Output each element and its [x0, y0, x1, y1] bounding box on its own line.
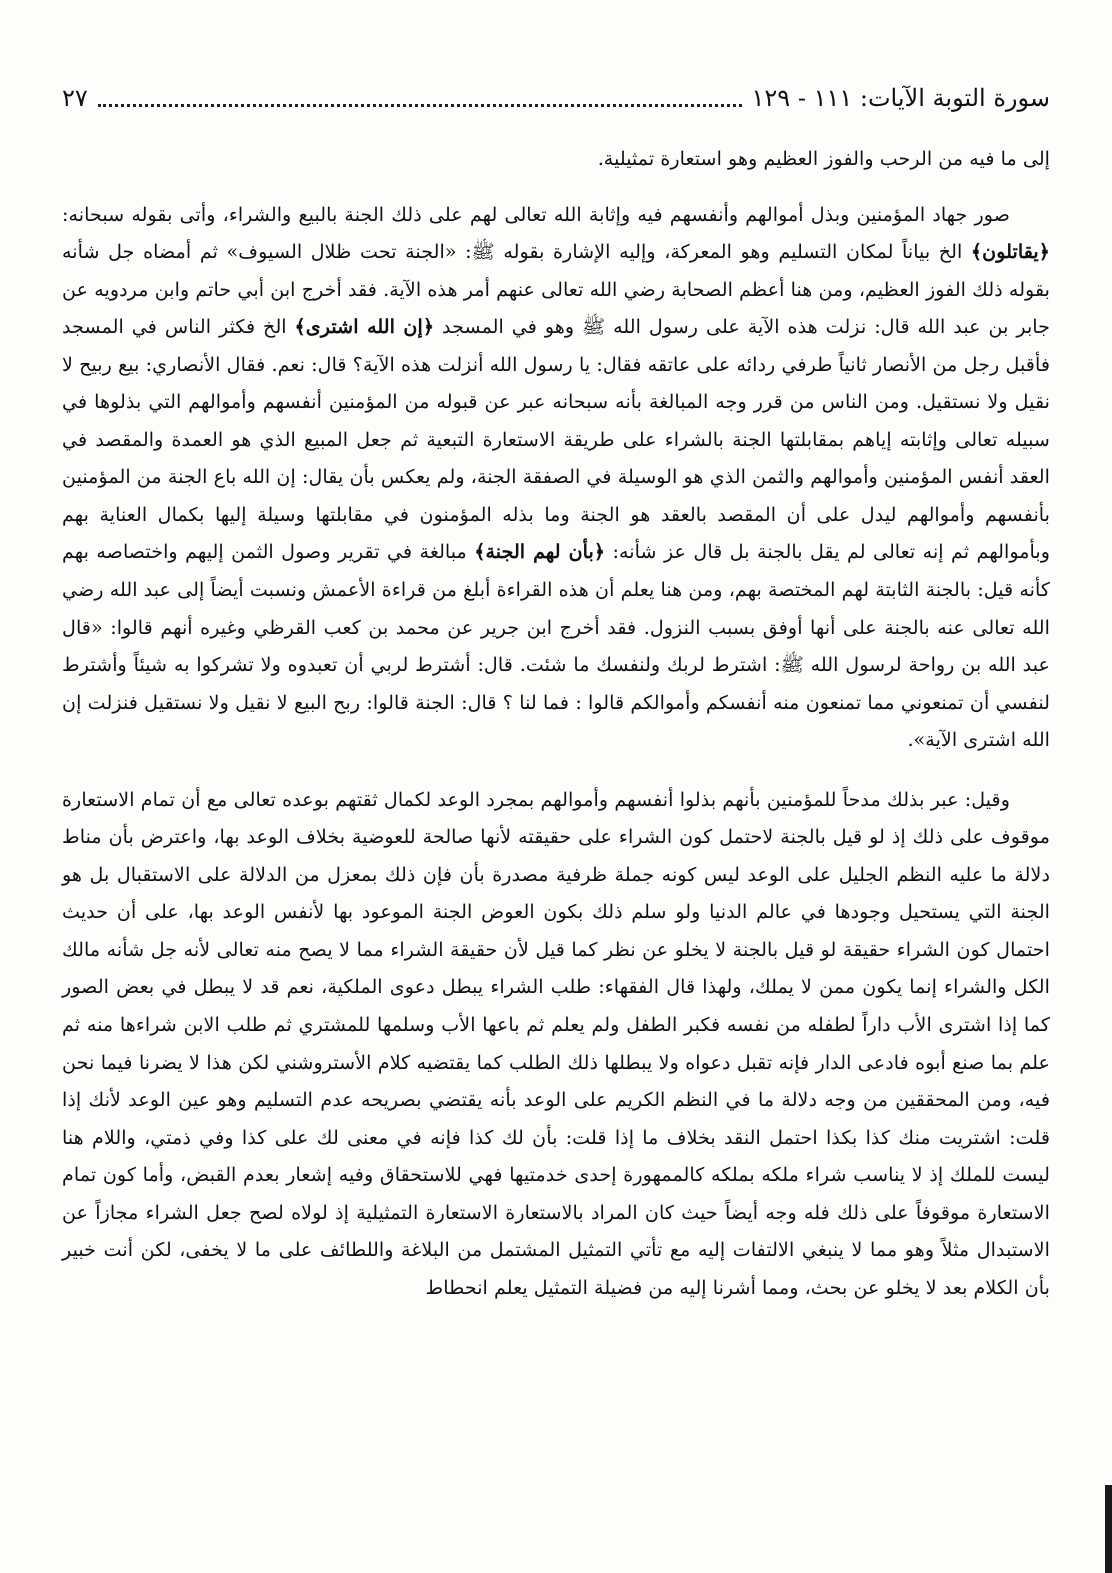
page-body: [62, 140, 1050, 1306]
p2-text-3: الخ فكثر الناس في المسجد فأقبل رجل من الأنصار ثانياً طرفي ردائه على عاتقه فقال: يا رسول الله أنزلت هذه الآية؟ قال: نعم. فقال الأنصاري: بيع ربيح لا نقيل ولا نستقيل. ومن الناس من قرر وجه المبالغة بأنه سبحانه عبر عن قبوله من المؤمنين أنفسهم وأموالهم التي بذلوها في سبيله تعالى وإثابته إياهم بمقابلتها الجنة بالشراء على طريقة الاستعارة التبعية ثم جعل المبيع الذي هو العمدة والمقصد في العقد أنفس المؤمنين وأموالهم والثمن الذي هو الوسيلة في الصفقة الجنة، ولم يعكس بأن يقال: إن الله باع الجنة من المؤمنين بأنفسهم وأموالهم ليدل على أن المقصد بالعقد هو الجنة وما بذله المؤمنون في مقابلتها وسيلة إليها بكمال العناية بهم وبأموالهم ثم إنه تعالى لم يقل بالجنة بل قال عز شأنه:: [62, 315, 1050, 564]
paragraph-1: إلى ما فيه من الرحب والفوز العظيم وهو استعارة تمثيلية.: [597, 147, 1050, 170]
page-number: ٢٧: [62, 84, 88, 112]
quran-quote-3: ﴿بأن لهم الجنة﴾: [474, 540, 606, 564]
p2-text-4: مبالغة في تقرير وصول الثمن إليهم واختصاصه بهم كأنه قيل: بالجنة الثابتة لهم المختصة بهم، ومن هنا يعلم أن هذه القراءة أبلغ من قراءة الأعمش ونسبت أيضاً إلى عبد الله رضي الله تعالى عنه بالجنة على أنها أوفق بسبب النزول. فقد أخرج ابن جرير عن محمد بن كعب القرظي وغيره أنهم قالوا: «قال عبد الله بن رواحة لرسول الله ﷺ: اشترط لربك ولنفسك ما شئت. قال: أشترط لربي أن تعبدوه ولا تشركوا به شيئاً وأشترط لنفسي أن تمنعوني مما تمنعون منه أنفسكم وأموالكم قالوا : فما لنا ؟ قال: الجنة قالوا: ربح البيع لا نقيل ولا نستقيل فنزلت إن الله اشترى الآية».: [62, 540, 1050, 752]
quran-quote-2: ﴿إن الله اشترى﴾: [294, 315, 435, 339]
header-leader-dots: [98, 104, 742, 107]
paragraph-2: [62, 196, 1050, 759]
header-title: سورة التوبة الآيات: ١١١ - ١٢٩: [751, 84, 1050, 112]
p2-text-1: صور جهاد المؤمنين وبذل أموالهم وأنفسهم فيه وإثابة الله تعالى لهم على ذلك الجنة بالبيع والشراء، وأتى بقوله سبحانه:: [62, 202, 1010, 226]
paragraph-3: وقيل: عبر بذلك مدحاً للمؤمنين بأنهم بذلوا أنفسهم وأموالهم بمجرد الوعد لكمال ثقتهم بوعده تعالى مع أن تمام الاستعارة موقوف على ذلك إذ لو قيل بالجنة لاحتمل كون الشراء على حقيقته لأنها صالحة للعوضية بخلاف الوعد بها، واعترض بأن مناط دلالة ما عليه النظم الجليل على الوعد ليس كونه جملة ظرفية مصدرة بأن فإن ذلك بمعزل من الدلالة على الاستقبال بل هو الجنة التي يستحيل وجودها في عالم الدنيا ولو سلم ذلك بكون العوض الجنة الموعود بها لأنفس الوعد بها، على أن حديث احتمال كون الشراء حقيقة لو قيل بالجنة لا يخلو عن نظر كما قيل لأن حقيقة الشراء مما لا يصح منه تعالى لأنه جل شأنه مالك الكل والشراء إنما يكون ممن لا يملك، ولهذا قال الفقهاء: طلب الشراء يبطل دعوى الملكية، نعم قد لا يبطل في بعض الصور كما إذا اشترى الأب داراً لطفله من نفسه فكبر الطفل ولم يعلم ثم باعها الأب وسلمها للمشتري ثم طلب الابن شراءها منه ثم علم بما صنع أبوه فادعى الدار فإنه تقبل دعواه ولا يبطلها ذلك الطلب كما يقتضيه كلام الأستروشني لكن هذا لا يضرنا فيما نحن فيه، ومن المحققين من وجه دلالة ما في النظم الكريم على الوعد بأنه يقتضي بصريحه عدم التسليم وهو عين الوعد لأنك إذا قلت: اشتريت منك كذا بكذا احتمل النقد بخلاف ما إذا قلت: بأن لك كذا فإنه في معنى لك على كذا وفي ذمتي، واللام هنا ليست للملك إذ لا يناسب شراء ملكه بملكه كالممهورة إحدى خدمتيها فهي للاستحقاق وفيه إشعار بعدم القبض، وأما كون تمام الاستعارة موقوفاً على ذلك فله وجه أيضاً حيث كان المراد بالاستعارة الاستعارة التمثيلية إذ لولاه لصح جعل الشراء مجازاً عن الاستبدال مثلاً وهو مما لا ينبغي الالتفات إليه مع تأتي التمثيل المشتمل من البلاغة واللطائف على ما لا يخفى، لكن أنت خبير بأن الكلام بعد لا يخلو عن بحث، ومما أشرنا إليه من فضيلة التمثيل يعلم انحطاط: [62, 787, 1050, 1299]
page-edge-shadow: [1105, 1485, 1112, 1573]
running-header: [62, 78, 1050, 118]
quran-quote-1: ﴿يقاتلون﴾: [970, 240, 1050, 264]
p2-text-2: الخ بياناً لمكان التسليم وهو المعركة، وإليه الإشارة بقوله ﷺ: «الجنة تحت ظلال السيوف» ثم أمضاه جل شأنه بقوله ذلك الفوز العظيم، ومن هنا أعظم الصحابة رضي الله تعالى عنهم أمر هذه الآية. فقد أخرج ابن أبي حاتم وابن مردويه عن جابر بن عبد الله قال: نزلت هذه الآية على رسول الله ﷺ وهو في المسجد: [62, 240, 1051, 339]
